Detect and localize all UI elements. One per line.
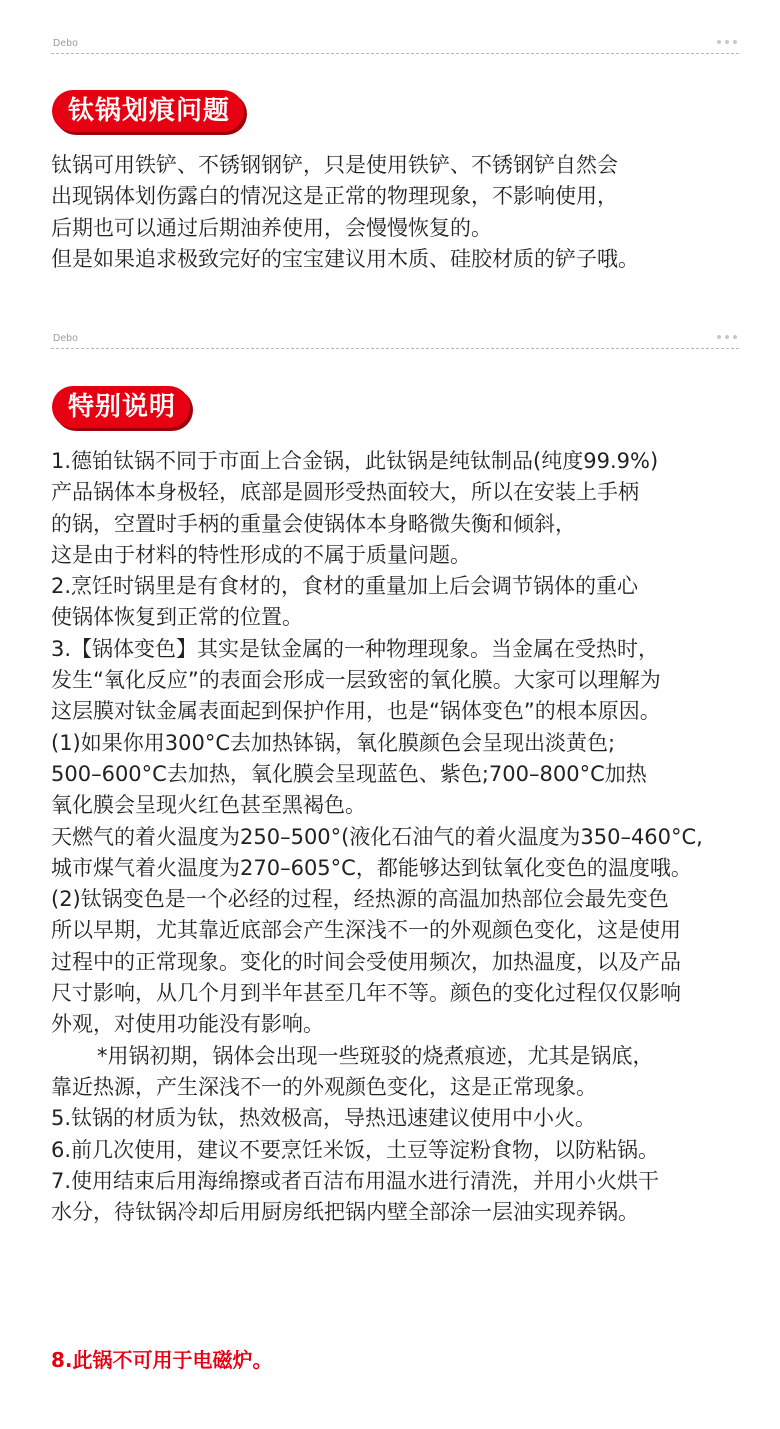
body-line: 产品锅体本身极轻，底部是圆形受热面较大，所以在安装上手柄: [51, 480, 639, 505]
body-line: 天燃气的着火温度为250–500°(液化石油气的着火温度为350–460°C,: [51, 824, 703, 849]
body-line: 500–600°C去加热，氧化膜会呈现蓝色、紫色;700–800°C加热: [51, 761, 647, 786]
body-line: 后期也可以通过后期油养使用，会慢慢恢复的。: [51, 215, 492, 240]
more-dots-icon: [717, 335, 737, 341]
body-line: (2)钛锅变色是一个必经的过程，经热源的高温加热部位会最先变色: [51, 887, 669, 912]
section-body-notes: [51, 446, 763, 1228]
body-line: 所以早期，尤其靠近底部会产生深浅不一的外观颜色变化，这是使用: [51, 918, 681, 943]
body-line: 这是由于材料的特性形成的不属于质量问题。: [51, 542, 471, 567]
body-line: 城市煤气着火温度为270–605°C，都能够达到钛氧化变色的温度哦。: [51, 855, 692, 880]
body-line: 外观，对使用功能没有影响。: [51, 1012, 324, 1037]
body-line: 出现锅体划伤露白的情况这是正常的物理现象，不影响使用，: [51, 184, 618, 209]
body-line: 发生“氧化反应”的表面会形成一层致密的氧化膜。大家可以理解为: [51, 668, 661, 693]
dashed-line: [51, 348, 739, 349]
body-line: 6.前几次使用，建议不要烹饪米饭，土豆等淀粉食物，以防粘锅。: [51, 1137, 660, 1162]
more-dots-icon: [717, 40, 737, 46]
body-line: 使锅体恢复到正常的位置。: [51, 605, 303, 630]
body-line: 的锅，空置时手柄的重量会使锅体本身略微失衡和倾斜，: [51, 511, 576, 536]
brand-mark: Debo: [53, 333, 79, 344]
body-line: 过程中的正常现象。变化的时间会受使用频次，加热温度，以及产品: [51, 949, 681, 974]
brand-mark: Debo: [53, 38, 79, 49]
body-line: *用锅初期，锅体会出现一些斑驳的烧煮痕迹，尤其是锅底，: [97, 1043, 654, 1068]
body-line: 但是如果追求极致完好的宝宝建议用木质、硅胶材质的铲子哦。: [51, 246, 639, 271]
section-title-notes: 特别说明: [52, 386, 190, 428]
body-line: (1)如果你用300°C去加热钵锅，氧化膜颜色会呈现出淡黄色;: [51, 730, 616, 755]
body-line: 靠近热源，产生深浅不一的外观颜色变化，这是正常现象。: [51, 1074, 597, 1099]
body-line: 3.【锅体变色】其实是钛金属的一种物理现象。当金属在受热时，: [51, 636, 660, 661]
section-divider: [51, 333, 739, 353]
induction-warning: 8.此锅不可用于电磁炉。: [51, 1348, 273, 1372]
body-line: 氧化膜会呈现火红色甚至黑褐色。: [51, 793, 366, 818]
section-body-scratch: [51, 150, 763, 275]
body-line: 5.钛锅的材质为钛，热效极高，导热迅速建议使用中小火。: [51, 1106, 597, 1131]
section-title-scratch: 钛锅划痕问题: [52, 90, 244, 132]
body-line: 水分，待钛锅冷却后用厨房纸把锅内壁全部涂一层油实现养锅。: [51, 1200, 639, 1225]
body-line: 尺寸影响，从几个月到半年甚至几年不等。颜色的变化过程仅仅影响: [51, 981, 681, 1006]
body-line: 7.使用结束后用海绵擦或者百洁布用温水进行清洗，并用小火烘干: [51, 1168, 660, 1193]
body-line: 1.德铂钛锅不同于市面上合金锅，此钛锅是纯钛制品(纯度99.9%): [51, 449, 659, 473]
dashed-line: [51, 53, 739, 54]
body-line: 这层膜对钛金属表面起到保护作用，也是“锅体变色”的根本原因。: [51, 699, 661, 724]
body-line: 2.烹饪时锅里是有食材的，食材的重量加上后会调节锅体的重心: [51, 574, 639, 599]
section-divider: [51, 38, 739, 58]
body-line: 钛锅可用铁铲、不锈钢钢铲，只是使用铁铲、不锈钢铲自然会: [51, 153, 618, 177]
